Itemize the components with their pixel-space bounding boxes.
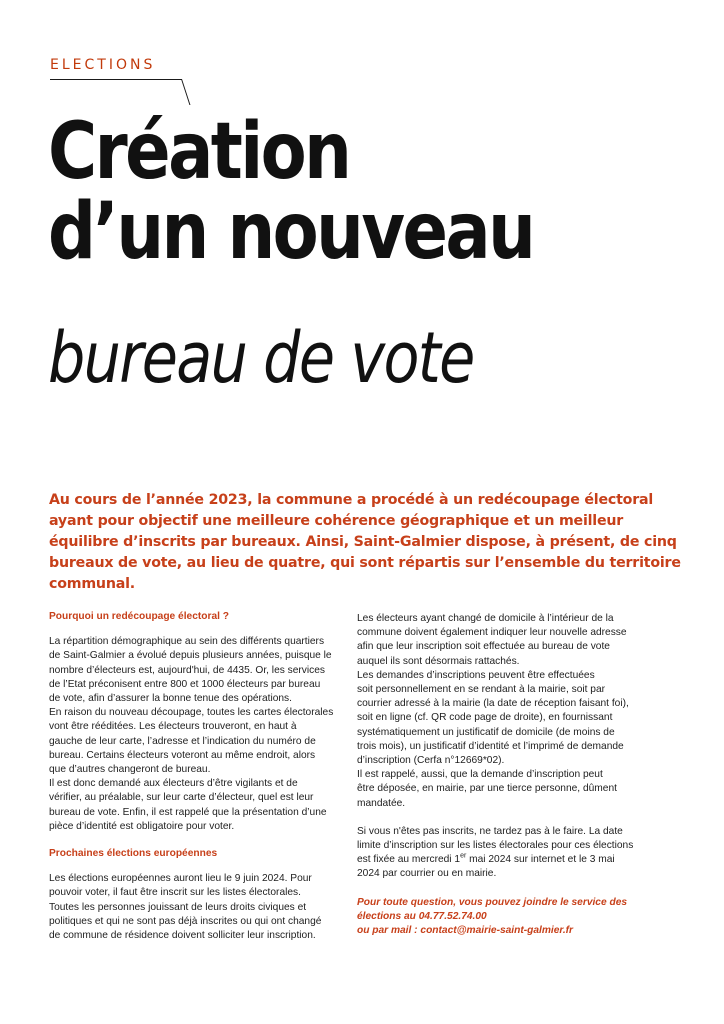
heading-europeennes: Prochaines élections européennes: [49, 848, 218, 860]
spacer: [357, 882, 677, 896]
heading-redecoupage: Pourquoi un redécoupage électoral ?: [49, 611, 230, 622]
title-line-2: d’un nouveau: [48, 187, 534, 277]
paragraph-europeennes: Les élections européennes auront lieu le 9 juin 2024. Pour pouvoir voter, il faut être inscrit sur les listes électorales. Toutes les personnes jouissant de leurs droits civiques et politiques et qui ne sont pas déjà inscrites ou qui ont changé de commune de résidence doivent solliciter leur inscription.: [49, 873, 322, 942]
left-column: [49, 610, 345, 943]
contact-info: Pour toute question, vous pouvez joindre le service des élections au 04.77.52.74.00 ou par mail : contact@mairie-saint-galmier.fr: [357, 896, 628, 937]
title-line-3: bureau de vote: [48, 317, 474, 399]
page-title: [48, 107, 612, 402]
date-limite-text-b: mai 2024 sur internet et le 3 mai 2024 par courrier ou en mairie.: [357, 854, 615, 880]
section-label: ELECTIONS: [50, 57, 156, 73]
title-line-1: Création: [48, 107, 350, 197]
spacer: [357, 811, 677, 825]
section-rule-slash: [181, 79, 191, 105]
date-limite-superscript: er: [460, 852, 467, 860]
date-limite-text-a: Si vous n'êtes pas inscrits, ne tardez pas à le faire. La date limite d’inscription sur les listes électorales pour ces élections est fixée au mercredi 1: [357, 825, 634, 866]
section-rule: [50, 79, 182, 80]
paragraph-date-limite: [357, 825, 677, 882]
paragraph-redecoupage: La répartition démographique au sein des différents quartiers de Saint-Galmier a évolué depuis plusieurs années, puisque le nombre d’électeurs est, aujourd'hui, de 4435. Or, les services de l’Etat préconisent entre 800 et 1000 électeurs par bureau de vote, afin d’assurer la bonne tenue des opérations. En raison du nouveau découpage, toutes les cartes électorales vont être rééditées. Les électeurs trouveront, en haut à gauche de leur carte, l’adresse et l’indication du numéro de bureau. Certains électeurs voteront au même endroit, alors que d’autres changeront de bureau. Il est donc demandé aux électeurs d’être vigilants et de vérifier, au préalable, sur leur carte d’électeur, quel est leur bureau de vote. Enfin, il est rappelé que la présentation d’une pièce d’identité est obligatoire pour voter.: [49, 636, 334, 832]
paragraph-inscription: Les électeurs ayant changé de domicile à l’intérieur de la commune doivent également indiquer leur nouvelle adresse afin que leur inscription soit effectuée au bureau de vote auquel ils sont désormais rattachés. Les demandes d’inscriptions peuvent être effectuées soit personnellement en se rendant à la mairie, soit par courrier adressé à la mairie (la date de réception faisant foi), soit en ligne (cf. QR code page de droite), en fournissant systématiquement un justificatif de domicile (de moins de trois mois), un justificatif d’identité et l’imprimé de demande d’inscription (Cerfa n°12669*02). Il est rappelé, aussi, que la demande d’inscription peut être déposée, en mairie, par une tierce personne, dûment mandatée.: [357, 613, 629, 809]
lead-paragraph: Au cours de l’année 2023, la commune a procédé à un redécoupage électoral ayant pour objectif une meilleure cohérence géographique et un meilleur équilibre d’inscrits par bureaux. Ainsi, Saint-Galmier dispose, à présent, de cinq bureaux de vote, au lieu de quatre, qui sont répartis sur l’ensemble du territoire communal.: [49, 492, 681, 592]
right-column: [357, 612, 677, 938]
